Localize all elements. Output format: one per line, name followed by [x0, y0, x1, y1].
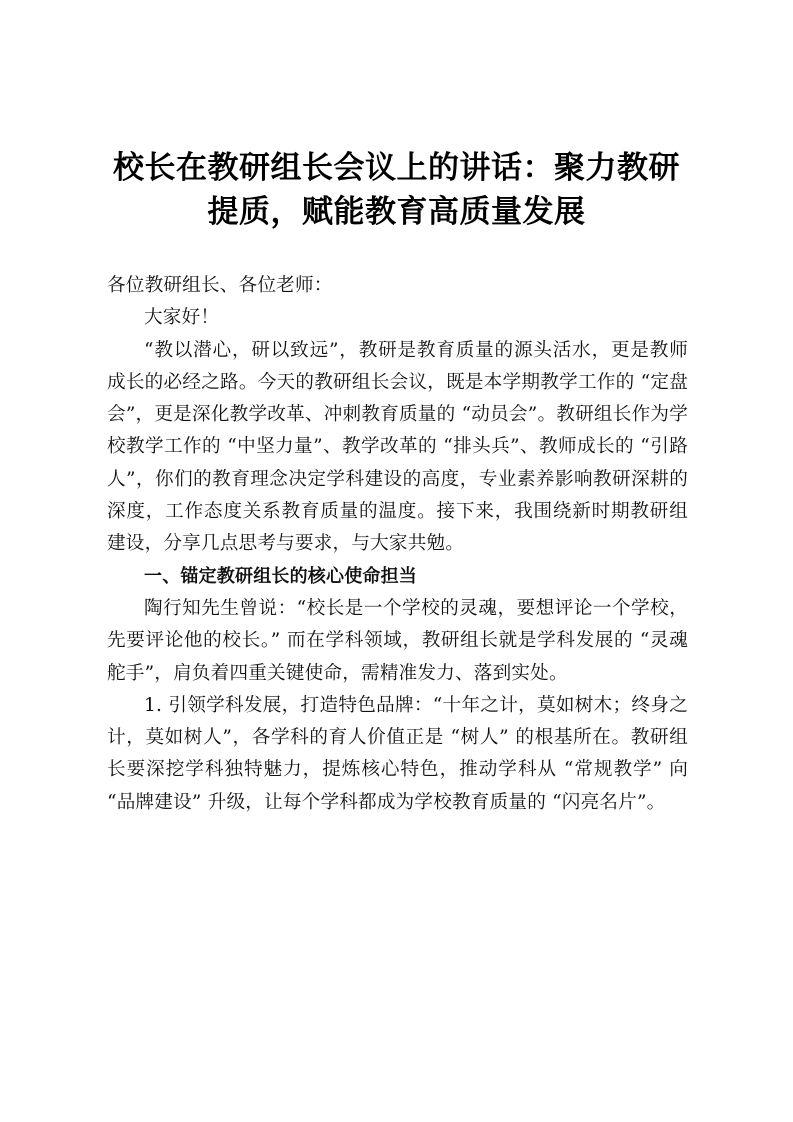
salutation: 各位教研组长、各位老师：	[107, 275, 333, 296]
document-title: 校长在教研组长会议上的讲话：聚力教研提质，赋能教育高质量发展	[113, 150, 680, 230]
document-body	[107, 270, 688, 819]
section-heading-1: 一、锚定教研组长的核心使命担当	[144, 565, 417, 587]
section-1-paragraph-1: 陶行知先生曾说：“校长是一个学校的灵魂，要想评论一个学校，先要评论他的校长。” 而在学科领域，教研组长就是学科发展的 “灵魂舵手”，肩负着四重关键使命，需精准发力、落到实处。	[107, 597, 688, 684]
greeting: 大家好！	[144, 307, 220, 329]
intro-paragraph: “教以潜心，研以致远”，教研是教育质量的源头活水，更是教师成长的必经之路。今天的教研组长会议，既是本学期教学工作的 “定盘会”，更是深化教学改革、冲刺教育质量的 “动员会”。教研组长作为学校教学工作的 “中坚力量”、教学改革的 “排头兵”、教师成长的 “引路人”，你们的教育理念决定学科建设的高度，专业素养影响教研深耕的深度，工作态度关系教育质量的温度。接下来，我围绕新时期教研组建设，分享几点思考与要求，与大家共勉。	[107, 339, 688, 555]
section-1-paragraph-2: 1. 引领学科发展，打造特色品牌：“十年之计，莫如树木；终身之计，莫如树人”，各学科的育人价值正是 “树人” 的根基所在。教研组长要深挖学科独特魅力，提炼核心特色，推动学科从 “常规教学” 向 “品牌建设” 升级，让每个学科都成为学校教育质量的 “闪亮名片”。	[107, 694, 688, 813]
